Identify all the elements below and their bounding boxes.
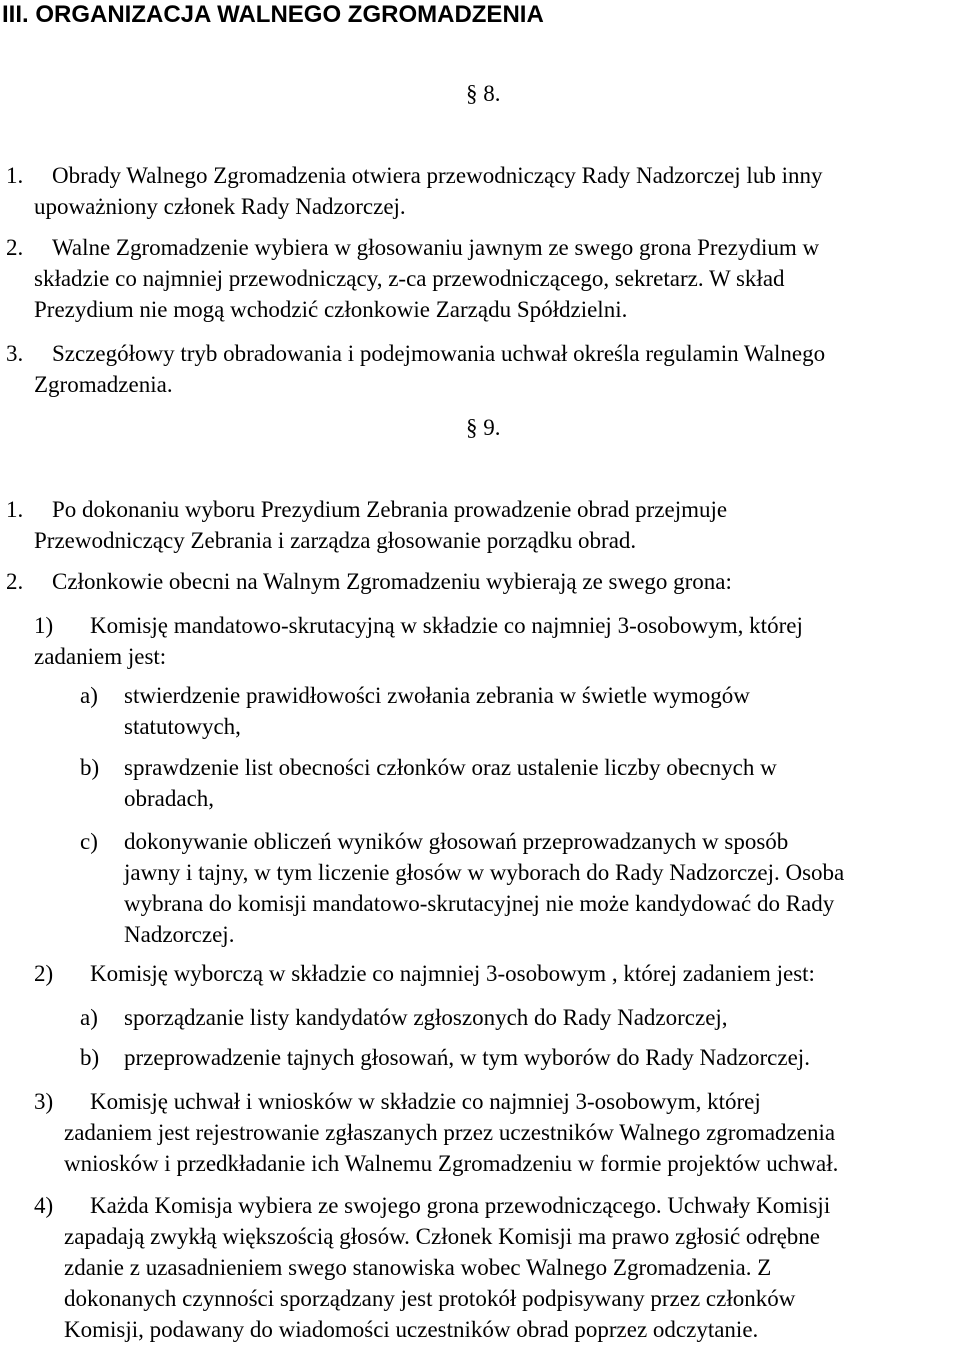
sub-item-2a: a) sporządzanie listy kandydatów zgłoszonych do Rady Nadzorczej, (80, 1002, 960, 1033)
sub-item-1c: c) dokonywanie obliczeń wyników głosowań przeprowadzanych w sposób jawny i tajny, w tym liczenie głosów w wyborach do Rady Nadzorczej. Osoba wybrana do komisji mandatowo-skrutacyjnej nie może kandydować do Rady Nadzorczej. (80, 826, 960, 950)
list-item-3: 3) Komisję uchwał i wniosków w składzie co najmniej 3-osobowym, której zadaniem jest rejestrowanie zgłaszanych przez uczestników Walnego zgromadzenia wniosków i przedkładanie ich Walnemu Zgromadzeniu w formie projektów uchwał. (34, 1086, 954, 1179)
s9-paragraph-1: 1. Po dokonaniu wyboru Prezydium Zebrania prowadzenie obrad przejmuje Przewodniczący Zebrania i zarządza głosowanie porządku obrad. (6, 494, 956, 556)
item-number: 3) (34, 1089, 54, 1114)
s8-paragraph-3: 3. Szczegółowy tryb obradowania i podejmowania uchwał określa regulamin Walnego Zgromadzenia. (6, 338, 956, 400)
chapter-title: III. ORGANIZACJA WALNEGO ZGROMADZENIA (2, 1, 544, 28)
item-letter: a) (80, 683, 98, 708)
section-8-heading: § 8. (466, 81, 501, 106)
item-letter: c) (80, 829, 98, 854)
item-number: 4) (34, 1193, 54, 1218)
paragraph-number: 3. (6, 341, 24, 366)
item-number: 1) (34, 613, 54, 638)
list-item-4: 4) Każda Komisja wybiera ze swojego grona przewodniczącego. Uchwały Komisji zapadają zwykłą większością głosów. Członek Komisji ma prawo zgłosić odrębne zdanie z uzasadnieniem swego stanowiska wobec Walnego Zgromadzenia. Z dokonanych czynności sporządzany jest protokół podpisywany przez członków Komisji, podawany do wiadomości uczestników obrad poprzez odczytanie. (34, 1190, 954, 1345)
item-letter: b) (80, 1045, 100, 1070)
list-item-2: 2) Komisję wyborczą w składzie co najmniej 3-osobowym , której zadaniem jest: (34, 958, 954, 989)
s9-paragraph-2: 2. Członkowie obecni na Walnym Zgromadzeniu wybierają ze swego grona: (6, 566, 956, 597)
paragraph-number: 2. (6, 569, 24, 594)
sub-item-1a: a) stwierdzenie prawidłowości zwołania zebrania w świetle wymogów statutowych, (80, 680, 960, 742)
s8-paragraph-1: 1. Obrady Walnego Zgromadzenia otwiera przewodniczący Rady Nadzorczej lub inny upoważniony członek Rady Nadzorczej. (6, 160, 956, 222)
s8-paragraph-2: 2. Walne Zgromadzenie wybiera w głosowaniu jawnym ze swego grona Prezydium w składzie co najmniej przewodniczący, z-ca przewodniczącego, sekretarz. W skład Prezydium nie mogą wchodzić członkowie Zarządu Spółdzielni. (6, 232, 956, 325)
paragraph-number: 1. (6, 163, 24, 188)
item-letter: b) (80, 755, 100, 780)
section-9-heading: § 9. (466, 415, 501, 440)
sub-item-2b: b) przeprowadzenie tajnych głosowań, w tym wyborów do Rady Nadzorczej. (80, 1042, 960, 1073)
sub-item-1b: b) sprawdzenie list obecności członków oraz ustalenie liczby obecnych w obradach, (80, 752, 960, 814)
list-item-1: 1) Komisję mandatowo-skrutacyjną w składzie co najmniej 3-osobowym, której zadaniem jest: (34, 610, 954, 672)
paragraph-number: 2. (6, 235, 24, 260)
item-letter: a) (80, 1005, 98, 1030)
item-number: 2) (34, 961, 54, 986)
paragraph-number: 1. (6, 497, 24, 522)
